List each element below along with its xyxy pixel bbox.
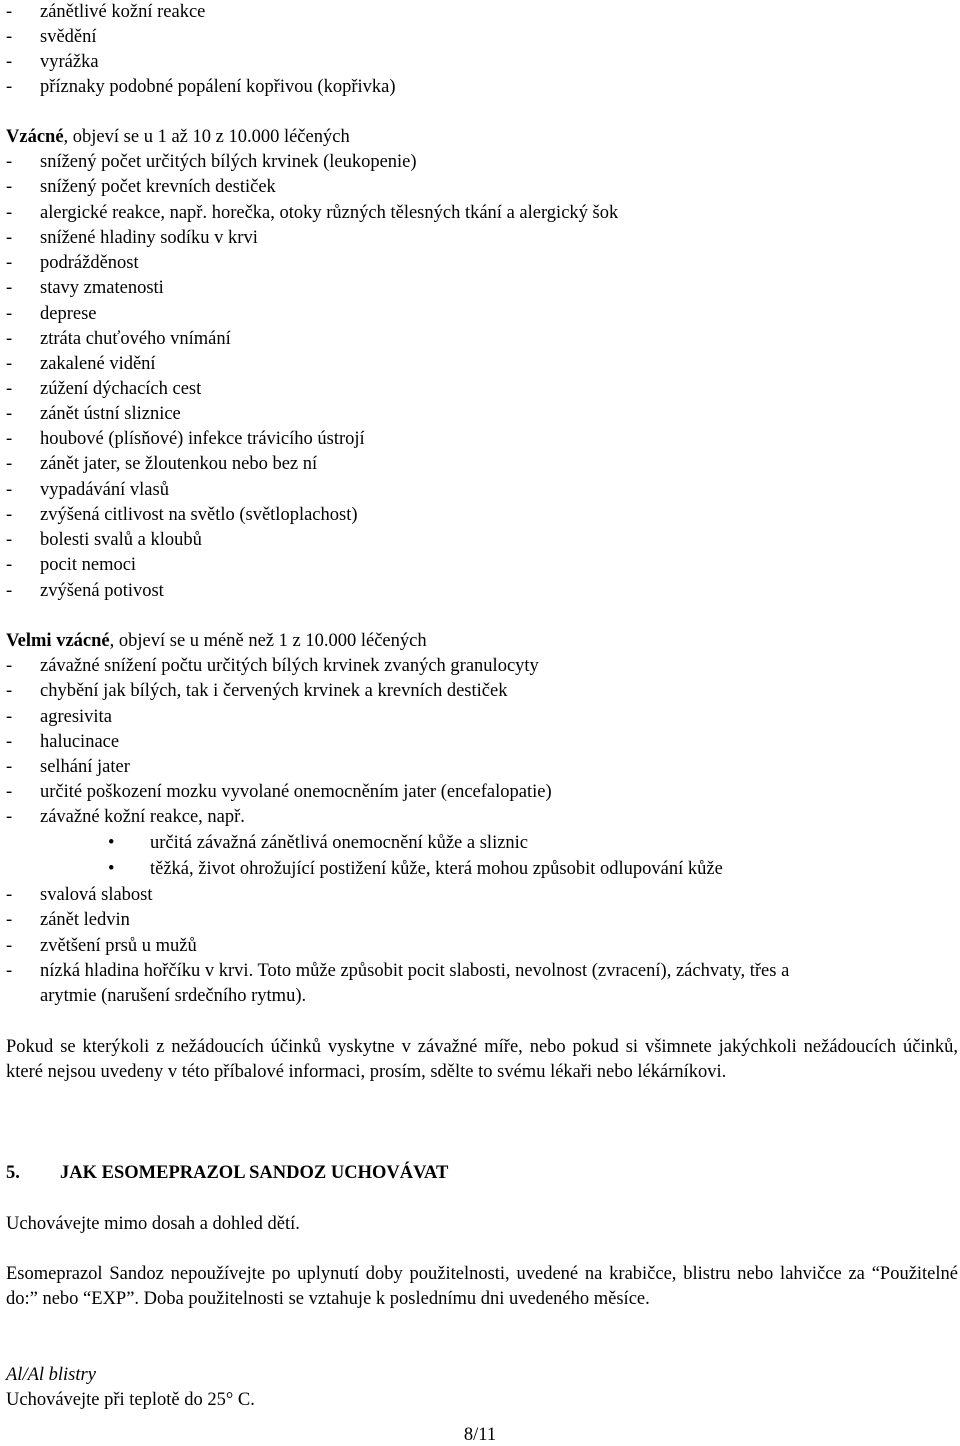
very-rare-heading: Velmi vzácné, objeví se u méně než 1 z 10.000 léčených (6, 631, 427, 651)
page-number: 8/11 (463, 1425, 497, 1445)
packaging-label: Al/Al blistry (6, 1365, 96, 1385)
expiry-paragraph: Esomeprazol Sandoz nepoužívejte po uplynutí doby použitelnosti, uvedené na krabičce, blistru nebo lahvičce za “Použitelné do:” nebo “EXP”. Doba použitelnosti se vztahuje k poslednímu dni uvedeného měsíce. (6, 1264, 958, 1309)
rare-heading: Vzácné, objeví se u 1 až 10 z 10.000 léčených (6, 127, 350, 147)
storage-children: Uchovávejte mimo dosah a dohled dětí. (6, 1214, 300, 1234)
storage-temperature: Uchovávejte při teplotě do 25° C. (6, 1390, 255, 1410)
section-heading: 5. JAK ESOMEPRAZOL SANDOZ UCHOVÁVAT (6, 1163, 449, 1183)
report-paragraph: Pokud se kterýkoli z nežádoucích účinků vyskytne v závažné míře, nebo pokud si všimnete jakýchkoli nežádoucích účinků, které nejsou uvedeny v této příbalové informaci, prosím, sdělte to svému lékaři nebo lékárníkovi. (6, 1037, 958, 1082)
